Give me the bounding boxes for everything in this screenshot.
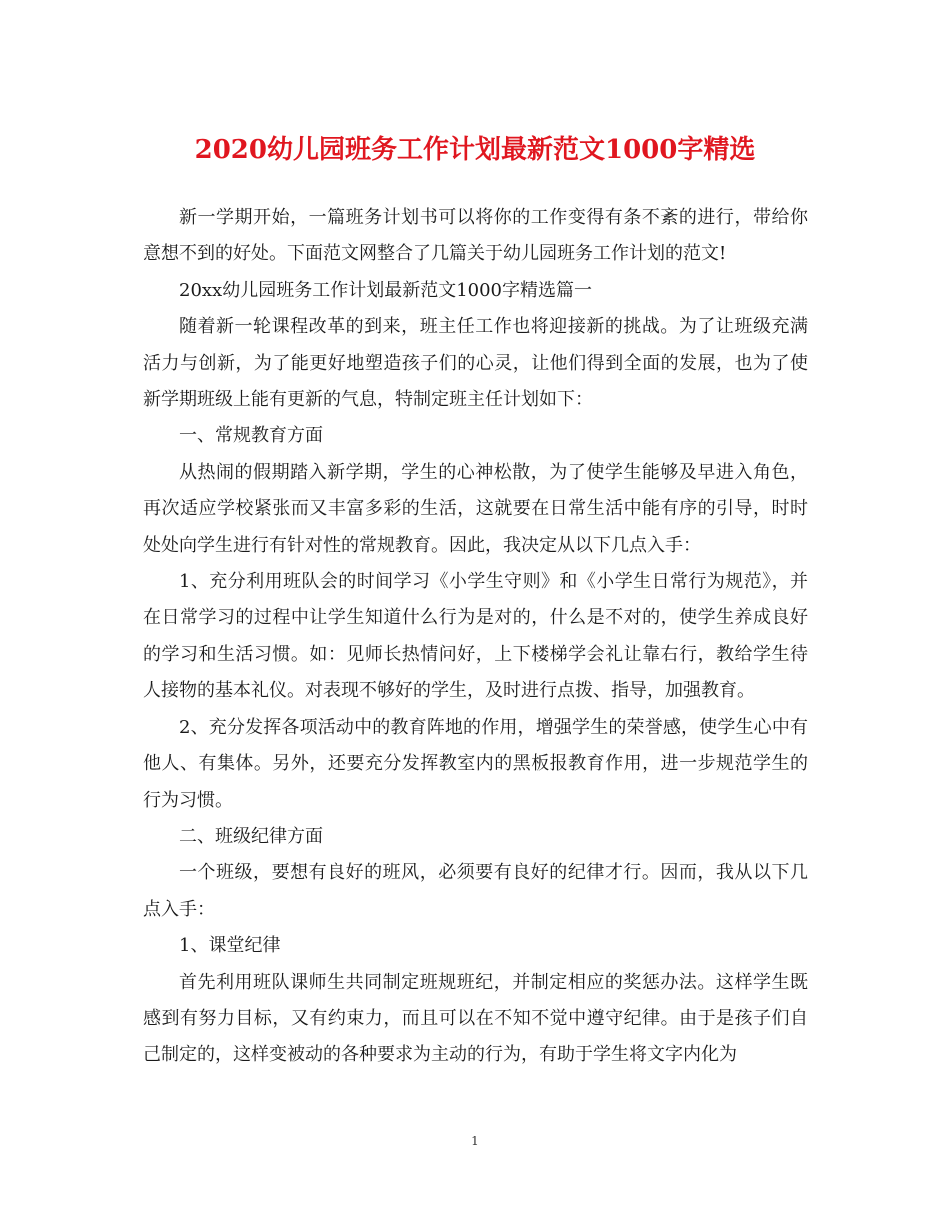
paragraph-preface: 随着新一轮课程改革的到来，班主任工作也将迎接新的挑战。为了让班级充满活力与创新，为了能更好地塑造孩子们的心灵，让他们得到全面的发展，也为了使新学期班级上能有更新的气息，特制定班主任计划如下： <box>143 316 808 411</box>
subheading-classroom-discipline: 1、课堂纪律 <box>179 935 281 957</box>
paragraph-class-discipline: 一个班级，要想有良好的班风，必须要有良好的纪律才行。因而，我从以下几点入手： <box>143 862 808 920</box>
paragraph-intro: 新一学期开始，一篇班务计划书可以将你的工作变得有条不紊的进行，带给你意想不到的好处。下面范文网整合了几篇关于幼儿园班务工作计划的范文! <box>143 207 808 265</box>
page-number: 1 <box>471 1134 479 1148</box>
section-heading-class-discipline: 二、班级纪律方面 <box>179 825 323 847</box>
paragraph-point-1: 1、充分利用班队会的时间学习《小学生守则》和《小学生日常行为规范》，并在日常学习的过程中让学生知道什么行为是对的，什么是不对的，使学生养成良好的学习和生活习惯。如：见师长热情问好，上下楼梯学会礼让靠右行，教给学生待人接物的基本礼仪。对表现不够好的学生，及时进行点拨、指导，加强教育。 <box>143 571 808 702</box>
document-title: 2020幼儿园班务工作计划最新范文1000字精选 <box>194 135 756 165</box>
paragraph-routine-education: 从热闹的假期踏入新学期，学生的心神松散，为了使学生能够及早进入角色，再次适应学校紧张而又丰富多彩的生活，这就要在日常生活中能有序的引导，时时处处向学生进行有针对性的常规教育。因此，我决定从以下几点入手： <box>143 461 808 556</box>
paragraph-classroom-discipline: 首先利用班队课师生共同制定班规班纪，并制定相应的奖惩办法。这样学生既感到有努力目标，又有约束力，而且可以在不知不觉中遵守纪律。由于是孩子们自己制定的，这样变被动的各种要求为主动的行为，有助于学生将文字内化为 <box>143 971 808 1066</box>
paragraph-article-heading: 20xx幼儿园班务工作计划最新范文1000字精选篇一 <box>179 279 593 301</box>
paragraph-point-2: 2、充分发挥各项活动中的教育阵地的作用，增强学生的荣誉感，使学生心中有他人、有集体。另外，还要充分发挥教室内的黑板报教育作用，进一步规范学生的行为习惯。 <box>143 716 808 811</box>
section-heading-routine-education: 一、常规教育方面 <box>179 425 323 447</box>
document-body <box>143 200 808 1074</box>
